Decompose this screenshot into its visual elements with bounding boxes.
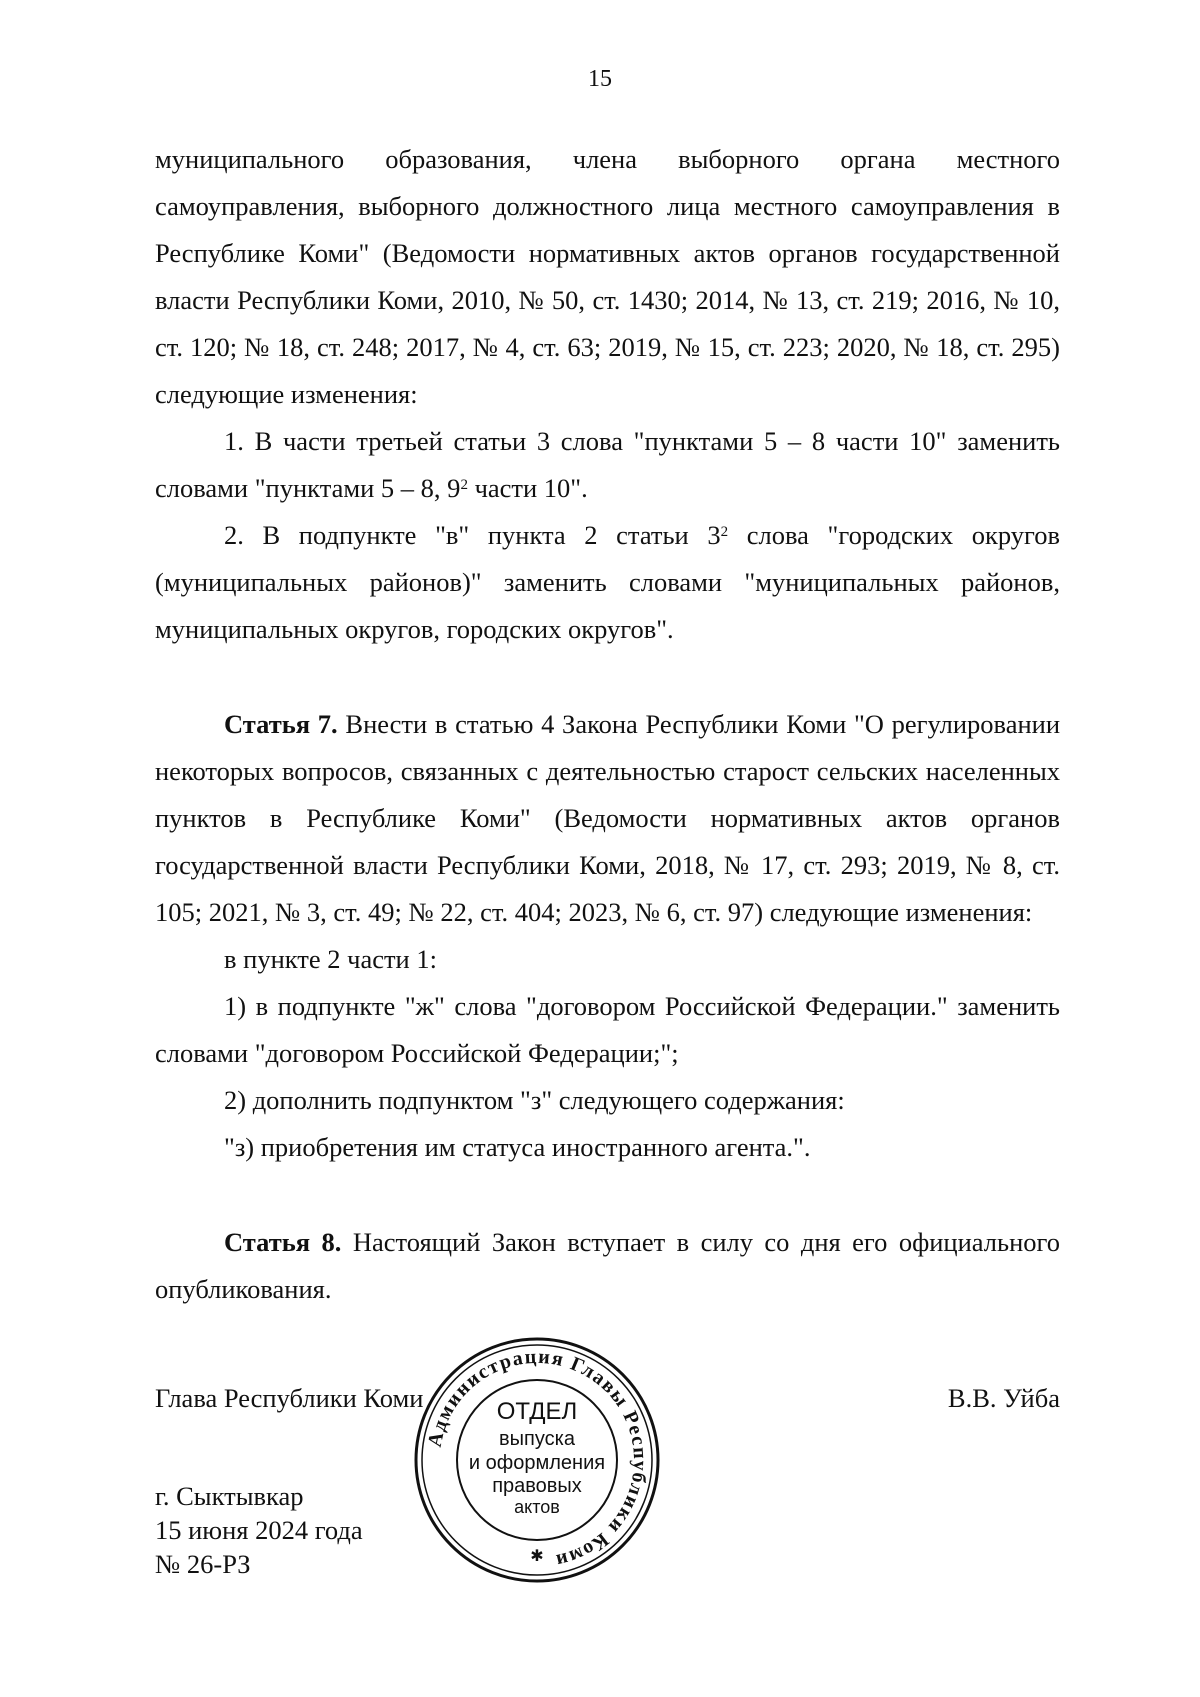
paragraph-item-2-tail: слова "городских округов (муниципальных районов)" заменить словами "муниципальных районов, муниципальных округов, городских округов". (155, 520, 1060, 644)
article-7 (155, 701, 1060, 936)
date: 15 июня 2024 года (155, 1515, 363, 1545)
signatory-position: Глава Республики Коми (155, 1383, 424, 1413)
stamp-line-4: правовых (492, 1475, 582, 1497)
paragraph-item-1-text: 1. В части третьей статьи 3 слова "пунктами 5 – 8 части 10" заменить словами "пунктами 5 – 8, 9 (155, 426, 1060, 503)
superscript: 2 (460, 476, 468, 493)
paragraph-subitem-1: 1) в подпункте "ж" слова "договором Российской Федерации." заменить словами "договором Российской Федерации;"; (155, 991, 1060, 1068)
article-8-text: Настоящий Закон вступает в силу со дня его официального опубликования. (155, 1227, 1060, 1304)
superscript: 2 (720, 523, 729, 540)
article-8 (155, 1219, 1060, 1313)
paragraph-quote-z: "з) приобретения им статуса иностранного агента.". (224, 1132, 811, 1162)
article-8-title: Статья 8. (224, 1227, 342, 1257)
article-7-text: Внести в статью 4 Закона Республики Коми "О регулировании некоторых вопросов, связанных с деятельностью старост сельских населенных пунктов в Республике Коми" (Ведомости нормативных актов органов государственной власти Республики Коми, 2018, № 17, ст. 293; 2019, № 8, ст. 105; 2021, № 3, ст. 49; № 22, ст. 404; 2023, № 6, ст. 97) следующие изменения: (155, 709, 1061, 927)
paragraph-item-1 (155, 418, 1060, 512)
law-number: № 26-РЗ (155, 1549, 251, 1579)
paragraph-item-2-text: 2. В подпункте "в" пункта 2 статьи 3 (224, 520, 721, 550)
stamp-star-icon: ✱ (530, 1546, 544, 1565)
official-stamp (412, 1335, 662, 1585)
stamp-line-3: и оформления (468, 1452, 606, 1474)
place-date-block (155, 1479, 363, 1581)
stamp-line-5: актов (514, 1497, 560, 1517)
signatory-name: В.В. Уйба (947, 1383, 1060, 1413)
document-body (155, 136, 1060, 1313)
paragraph-item-2 (155, 512, 1060, 653)
paragraph-item-1-tail: части 10". (467, 473, 588, 503)
paragraph-point-2: в пункте 2 части 1: (224, 944, 437, 974)
page-number: 15 (588, 66, 612, 92)
paragraph-subitem-2: 2) дополнить подпунктом "з" следующего содержания: (224, 1085, 845, 1115)
article-7-title: Статья 7. (224, 709, 338, 739)
stamp-ring-text: Администрация Главы Республики Коми (423, 1345, 652, 1573)
stamp-line-1: ОТДЕЛ (496, 1398, 578, 1425)
stamp-line-2: выпуска (499, 1428, 575, 1450)
city: г. Сыктывкар (155, 1481, 304, 1511)
paragraph-intro-continuation: муниципального образования, члена выборного органа местного самоуправления, выборного должностного лица местного самоуправления в Республике Коми" (Ведомости нормативных актов органов государственной власти Республики Коми, 2010, № 50, ст. 1430; 2014, № 13, ст. 219; 2016, № 10, ст. 120; № 18, ст. 248; 2017, № 4, ст. 63; 2019, № 15, ст. 223; 2020, № 18, ст. 295) следующие изменения: (155, 144, 1060, 409)
